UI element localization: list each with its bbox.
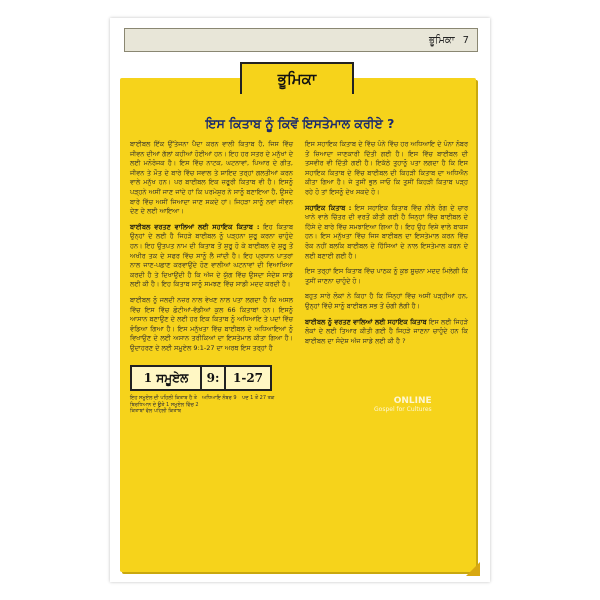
left-paragraph-2-text: ਇਹ ਕਿਤਾਬ ਉਨ੍ਹਾਂ ਦੇ ਲਈ ਹੈ ਜਿਹੜੇ ਬਾਈਬਲ ਨੂੰ ਪੜ੍ਹਨਾ ਸ਼ੁਰੂ ਕਰਨਾ ਚਾਹੁੰਦੇ ਹਨ। ਇਹ ਉਤਪਤ ਨਾਮ ਦੀ ਕਿਤਾਬ ਤੋਂ ਸ਼ੁਰੂ ਹੋ ਕੇ ਬਾਈਬਲ ਦੇ ਸ਼ੁਰੂ ਤੋਂ ਅਖੀਰ ਤਕ ਦੇ ਸਫਰ ਵਿੱਚ ਸਾਨੂੰ ਲੈ ਜਾਂਦੀ ਹੈ। ਇਹ ਪ੍ਰਧਾਨ ਪਾਤਰਾਂ ਨਾਲ ਜਾਣ-ਪਛਾਣ ਕਰਵਾਉਂਦੇ ਹੋਣ ਵਾਲੀਆਂ ਘਟਨਾਵਾਂ ਦੀ ਵਿਆਖਿਆ ਕਰਦੀ ਹੈ ਤੇ ਦਿਖਾਉਂਦੀ ਹੈ ਕਿ ਅੱਜ ਦੇ ਯੁੱਗ ਵਿੱਚ ਉਸਦਾ ਸੰਦੇਸ਼ ਸਾਡੇ ਲਈ ਕੀ ਹੈ। ਇਹ ਕਿਤਾਬ ਸਾਨੂੰ ਸਮਝਣ ਵਿੱਚ ਸਾਡੀ ਮਦਦ ਕਰਦੀ ਹੈ। — [130, 222, 293, 289]
section-tab — [240, 62, 354, 94]
reference-notes — [130, 395, 293, 415]
reference-chapter-note: ਅਧਿਆਇ ਨੰਬਰ 9 — [202, 395, 237, 402]
right-paragraph-1: ਇਸ ਸਹਾਇਕ ਕਿਤਾਬ ਦੇ ਵਿੱਚ ਪੰਨੇ ਵਿੱਚ ਹਰ ਅਧਿਆਇ ਦੇ ਪੰਨਾ ਨੰਬਰ ਤੋਂ ਜ਼ਿਆਦਾ ਜਾਣਕਾਰੀ ਦਿੱਤੀ ਗਈ ਹੈ। ਇਸ ਵਿੱਚ ਬਾਈਬਲ ਦੀ ਤਸਵੀਰ ਵੀ ਦਿੱਤੀ ਗਈ ਹੈ। ਇਕੱਠੇ ਤੁਹਾਨੂੰ ਪਤਾ ਲਗਦਾ ਹੈ ਕਿ ਇਸ ਸਹਾਇਕ ਕਿਤਾਬ ਦੇ ਵਿੱਚ ਬਾਈਬਲ ਦੀ ਕਿਹੜੀ ਕਿਤਾਬ ਦਾ ਅਧਿਐਨ ਕੀਤਾ ਗਿਆ ਹੈ। ਜੇ ਤੁਸੀਂ ਭੁਲ ਜਾਓ ਕਿ ਤੁਸੀਂ ਕਿਹੜੀ ਕਿਤਾਬ ਪੜ੍ਹ ਰਹੇ ਹੋ ਤਾਂ ਇਸਨੂੰ ਦੇਖ ਸਕਦੇ ਹੋ। — [305, 140, 468, 196]
right-paragraph-5-text: ਇਸ ਲਈ ਜਿਹੜੇ ਲੋਕਾਂ ਦੇ ਲਈ ਤਿਆਰ ਕੀਤੀ ਗਈ ਹੈ ਜਿਹੜੇ ਜਾਣਨਾ ਚਾਹੁੰਦੇ ਹਨ ਕਿ ਬਾਈਬਲ ਦਾ ਸੰਦੇਸ਼ ਅੱਜ ਸਾਡੇ ਲਈ ਕੀ ਹੈ ? — [305, 317, 468, 345]
left-paragraph-3: ਬਾਈਬਲ ਨੂੰ ਜਲਦੀ ਨਜ਼ਰ ਨਾਲ ਵੇਖਣ ਨਾਲ ਪਤਾ ਲਗਦਾ ਹੈ ਕਿ ਅਸਲ ਵਿੱਚ ਇਸ ਵਿੱਚ ਛੋਟੀਆਂ-ਵੱਡੀਆਂ ਕੁਲ 66 ਕਿਤਾਬਾਂ ਹਨ। ਇਸਨੂੰ ਆਸਾਨ ਬਣਾਉਣ ਦੇ ਲਈ ਹਰ ਇਕ ਕਿਤਾਬ ਨੂੰ ਅਧਿਆਇ ਤੇ ਪਦਾਂ ਵਿੱਚ ਵੰਡਿਆ ਗਿਆ ਹੈ। ਇਸ ਮਨੁੱਖਤਾ ਵਿੱਚ ਬਾਈਬਲ ਦੇ ਅਧਿਆਇਆਂ ਨੂੰ ਵਿਖਾਉਣ ਦੇ ਲਈ ਅਸਾਨ ਤਰੀਕਿਆਂ ਦਾ ਇਸਤੇਮਾਲ ਕੀਤਾ ਗਿਆ ਹੈ। ਉਦਾਹਰਣ ਦੇ ਲਈ ਸਮੂਏਲ 9:1-27 ਦਾ ਅਰਥ ਇਸ ਤਰ੍ਹਾਂ ਹੈ — [130, 295, 293, 352]
watermark-title: ONLINE — [393, 396, 432, 406]
right-paragraph-3: ਇਸ ਤਰ੍ਹਾਂ ਇਸ ਕਿਤਾਬ ਵਿੱਚ ਪਾਠਕ ਨੂੰ ਕੁਝ ਸੂਚਨਾ ਮਦਦ ਮਿਲੇਗੀ ਕਿ ਤੁਸੀਂ ਜਾਣਨਾ ਚਾਹੁੰਦੇ ਹੋ। — [305, 267, 468, 285]
right-paragraph-2-text: ਇਸ ਸਹਾਇਕ ਕਿਤਾਬ ਵਿੱਚ ਨੀਲੇ ਰੰਗ ਦੇ ਚਾਰ ਖਾਨੇ ਵਾਲੇ ਚਿੱਤਰ ਦੀ ਵਰਤੋਂ ਕੀਤੀ ਗਈ ਹੈ ਜਿਨ੍ਹਾਂ ਵਿੱਚ ਬਾਈਬਲ ਦੇ ਹਿੱਸੇ ਦੇ ਬਾਰੇ ਵਿੱਚ ਸਮਝਾਇਆ ਗਿਆ ਹੈ। ਇਹ ਉਹ ਵਿਸ਼ੇ ਵਾਲੇ ਬਾਕਸ ਹਨ। ਇਸ ਮਨੁੱਖਤਾ ਵਿੱਚ ਜਿਸ ਬਾਈਬਲ ਦਾ ਇਸਤੇਮਾਲ ਕਰਨ ਵਿੱਚ ਰੋਕ ਨਹੀਂ ਬਲਕਿ ਬਾਈਬਲ ਦੇ ਹਿੱਸਿਆਂ ਦੇ ਨਾਲ ਇਸਤੇਮਾਲ ਕਰਨ ਦੇ ਲਈ ਬਣਾਈ ਗਈ ਹੈ। — [305, 203, 468, 260]
running-header — [124, 28, 478, 52]
left-column — [130, 140, 293, 415]
book-page — [110, 18, 490, 582]
right-column — [305, 140, 468, 415]
reference-verse-note: ਪਦ 1 ਤੋਂ 27 ਤਕ — [242, 395, 275, 402]
page-number: 7 — [462, 34, 469, 46]
watermark — [374, 396, 432, 413]
reference-verses: 1-27 — [226, 365, 272, 391]
left-subheading: ਬਾਈਬਲ ਵਰਤਣ ਵਾਲਿਆਂ ਲਈ ਸਹਾਇਕ ਕਿਤਾਬ : — [130, 222, 260, 231]
right-paragraph-5 — [305, 318, 468, 347]
right-paragraph-4: ਬਹੁਤ ਸਾਰੇ ਲੋਕਾਂ ਨੇ ਕਿਹਾ ਹੈ ਕਿ ਜਿੰਨ੍ਹਾਂ ਵਿੱਚ ਅਸੀਂ ਪੜ੍ਹੀਆਂ ਹਨ, ਉਨ੍ਹਾਂ ਵਿੱਚੋਂ ਸਾਨੂੰ ਬਾਈਬਲ ਸਭ ਤੋਂ ਚੰਗੀ ਲੱਗੀ ਹੈ। — [305, 292, 468, 310]
left-paragraph-2 — [130, 223, 293, 290]
main-heading: ਇਸ ਕਿਤਾਬ ਨੂੰ ਕਿਵੇਂ ਇਸਤੇਮਾਲ ਕਰੀਏ ? — [205, 116, 395, 131]
right-paragraph-2 — [305, 204, 468, 262]
text-columns — [130, 140, 468, 415]
right-subheading-2: ਬਾਈਬਲ ਨੂੰ ਵਰਤਣ ਵਾਲਿਆਂ ਲਈ ਸਹਾਇਕ ਕਿਤਾਬ — [305, 317, 427, 326]
reference-book-note: ਇਹ ਸਮੂਏਲ ਦੀ ਪਹਿਲੀ ਕਿਤਾਬ ਹੈ ਤੇ ਬਿਰਧਿਆਨ ਦੇ ਉਤੇ 1 ਸਮੂਏਲ ਵਿੱਚ 2 ਕਿਤਾਬਾਂ ਵੱਲ ਪਹਿਲੀ ਕਿਤਾਬ — [130, 395, 199, 415]
right-subheading: ਸਹਾਇਕ ਕਿਤਾਬ : — [305, 203, 352, 212]
watermark-subtitle: Gospel for Cultures — [374, 406, 432, 413]
reference-chapter: 9: — [202, 365, 226, 391]
running-header-title: ਭੂਮਿਕਾ — [429, 34, 455, 46]
reference-book: 1 ਸਮੂਏਲ — [130, 365, 202, 391]
scripture-reference-diagram — [130, 365, 293, 391]
section-title: ਭੂਮਿਕਾ — [277, 70, 317, 88]
left-paragraph-1: ਬਾਈਬਲ ਇੱਕ ਉੱਤੇਜਨਾ ਪੈਦਾ ਕਰਨ ਵਾਲੀ ਕਿਤਾਬ ਹੈ, ਜਿਸ ਵਿੱਚ ਜੀਵਨ ਦੀਆਂ ਗੱਲਾਂ ਕਹੀਆਂ ਹੋਈਆਂ ਹਨ। ਇਹ ਹਰ ਸਤਰ ਦੇ ਮਨੁੱਖਾਂ ਦੇ ਲਈ ਮਨੋਰੰਜਕ ਹੈ। ਇਸ ਵਿੱਚ ਨਾਟਕ, ਘਟਨਾਵਾਂ, ਪਿਆਰ ਦੇ ਗੀਤ, ਜੀਵਨ ਤੇ ਮੌਤ ਦੇ ਬਾਰੇ ਵਿੱਚ ਸਵਾਲ ਤੇ ਸ਼ਾਇਦ ਤਰ੍ਹਾਂ ਗਲਤੀਆਂ ਕਰਨ ਵਾਲੇ ਮਨੁੱਖ ਹਨ। ਪਰ ਬਾਈਬਲ ਇਕ ਜ਼ਰੂਰੀ ਕਿਤਾਬ ਵੀ ਹੈ। ਇਸਨੂੰ ਪੜ੍ਹਨੇ ਅਸੀਂ ਜਾਣ ਜਾਂਦੇ ਹਾਂ ਕਿ ਪਰਮੇਸ਼ੁਰ ਨੇ ਸਾਨੂੰ ਬਣਾਇਆ ਹੈ, ਉਸਦੇ ਬਾਰੇ ਵਿੱਚ ਅਸੀਂ ਜਿਆਦਾ ਜਾਣ ਸਕਦੇ ਹਾਂ। ਜਿਹੜਾ ਸਾਨੂੰ ਨਵਾਂ ਜੀਵਨ ਦੇਣ ਦੇ ਲਈ ਆਇਆ। — [130, 140, 293, 216]
